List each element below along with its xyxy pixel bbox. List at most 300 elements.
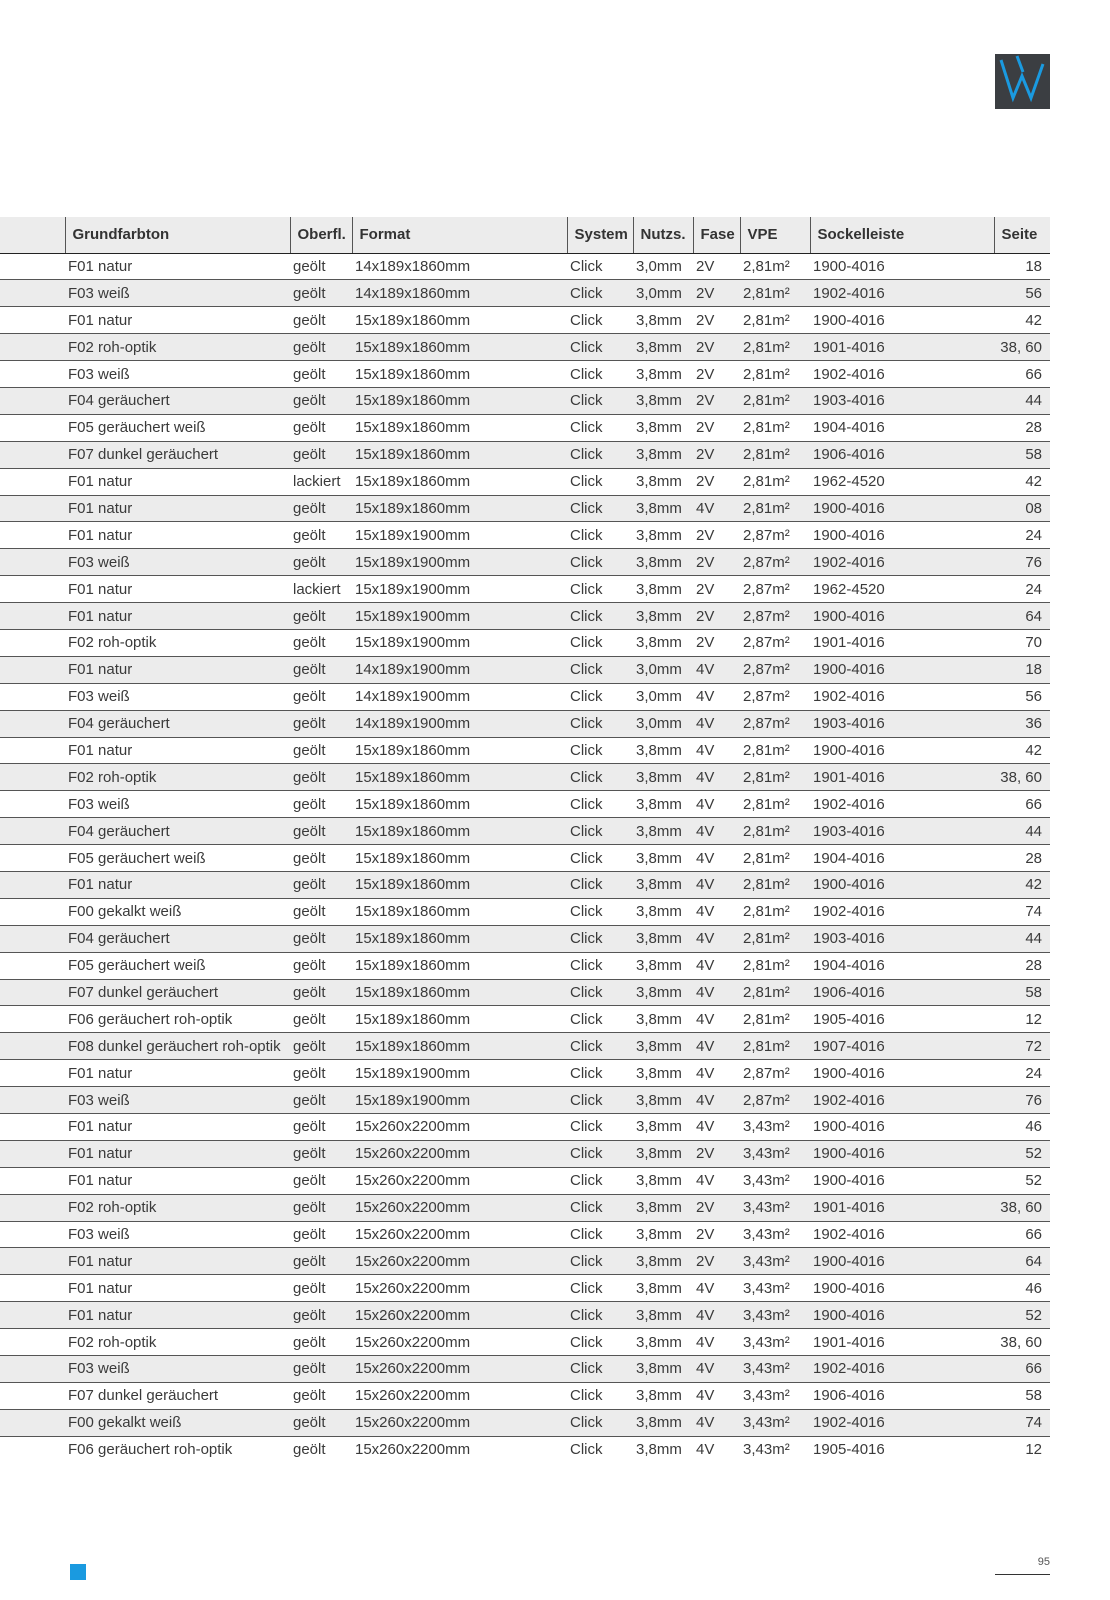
cell-grundfarbton: F01 natur [65, 603, 290, 630]
cell-nutzs: 3,8mm [633, 549, 693, 576]
cell-oberfl: geölt [290, 1060, 352, 1087]
row-spacer [0, 1382, 65, 1409]
cell-vpe: 2,87m² [740, 576, 810, 603]
cell-vpe: 2,81m² [740, 361, 810, 388]
cell-sockelleiste: 1900-4016 [810, 1275, 994, 1302]
cell-grundfarbton: F04 geräuchert [65, 710, 290, 737]
cell-seite: 36 [994, 710, 1050, 737]
cell-sockelleiste: 1900-4016 [810, 656, 994, 683]
cell-grundfarbton: F01 natur [65, 1275, 290, 1302]
cell-seite: 12 [1025, 1441, 1042, 1459]
row-spacer [0, 871, 65, 898]
cell-fase: 4V [693, 764, 740, 791]
cell-format: 15x260x2200mm [352, 1221, 567, 1248]
cell-fase: 4V [693, 737, 740, 764]
cell-oberfl: geölt [290, 629, 352, 656]
cell-grundfarbton: F07 dunkel geräuchert [65, 441, 290, 468]
cell-fase: 2V [693, 1140, 740, 1167]
table-header-row [0, 217, 1050, 253]
cell-sockelleiste: 1902-4016 [810, 1356, 994, 1383]
table-row [0, 468, 1050, 495]
cell-system: Click [567, 737, 633, 764]
cell-oberfl: lackiert [290, 468, 352, 495]
cell-seite: 42 [994, 871, 1050, 898]
cell-nutzs: 3,8mm [633, 1329, 693, 1356]
cell-nutzs: 3,8mm [633, 468, 693, 495]
cell-format: 15x189x1900mm [352, 549, 567, 576]
cell-oberfl: geölt [290, 1167, 352, 1194]
cell-format: 15x189x1900mm [352, 603, 567, 630]
row-spacer [0, 764, 65, 791]
row-spacer [0, 576, 65, 603]
cell-fase: 4V [693, 1006, 740, 1033]
cell-sockelleiste: 1902-4016 [810, 1409, 994, 1436]
cell-nutzs: 3,8mm [633, 603, 693, 630]
row-spacer [0, 307, 65, 334]
cell-seite: 46 [994, 1114, 1050, 1141]
table-row [0, 791, 1050, 818]
cell-system: Click [567, 629, 633, 656]
cell-format: 15x189x1860mm [352, 952, 567, 979]
cell-oberfl: geölt [290, 1140, 352, 1167]
cell-system: Click [567, 603, 633, 630]
row-spacer [0, 1114, 65, 1141]
cell-vpe: 3,43m² [740, 1275, 810, 1302]
table-row [0, 334, 1050, 361]
cell-format: 15x260x2200mm [352, 1275, 567, 1302]
cell-nutzs: 3,8mm [633, 629, 693, 656]
cell-system: Click [567, 253, 633, 280]
cell-seite: 72 [994, 1033, 1050, 1060]
cell-oberfl: geölt [290, 387, 352, 414]
cell-seite: 12 [994, 1006, 1050, 1033]
cell-nutzs: 3,8mm [633, 307, 693, 334]
cell-sockelleiste: 1906-4016 [810, 1382, 994, 1409]
cell-fase: 4V [693, 1114, 740, 1141]
table-row [0, 629, 1050, 656]
row-spacer [0, 1087, 65, 1114]
cell-vpe: 2,87m² [740, 603, 810, 630]
cell-system: Click [567, 1033, 633, 1060]
cell-format: 15x189x1860mm [352, 334, 567, 361]
cell-oberfl: geölt [290, 710, 352, 737]
cell-format: 15x189x1860mm [352, 898, 567, 925]
cell-nutzs: 3,8mm [633, 1167, 693, 1194]
cell-system: Click [567, 1329, 633, 1356]
table-row [0, 764, 1050, 791]
cell-vpe: 2,87m² [740, 710, 810, 737]
cell-format: 14x189x1900mm [352, 656, 567, 683]
row-spacer [0, 818, 65, 845]
cell-oberfl: geölt [290, 1006, 352, 1033]
cell-sockelleiste: 1900-4016 [810, 871, 994, 898]
cell-seite: 44 [994, 387, 1050, 414]
cell-format: 15x189x1860mm [352, 791, 567, 818]
cell-system: Click [567, 1356, 633, 1383]
header-nutzs: Nutzs. [633, 217, 693, 253]
cell-vpe: 2,81m² [740, 952, 810, 979]
cell-nutzs: 3,0mm [633, 683, 693, 710]
cell-oberfl: geölt [290, 549, 352, 576]
cell-seite: 52 [994, 1302, 1050, 1329]
cell-system: Click [567, 576, 633, 603]
cell-fase: 2V [693, 468, 740, 495]
cell-system: Click [567, 1140, 633, 1167]
cell-grundfarbton: F03 weiß [65, 791, 290, 818]
cell-system: Click [567, 1006, 633, 1033]
cell-grundfarbton: F02 roh-optik [65, 1194, 290, 1221]
cell-sockelleiste: 1903-4016 [810, 925, 994, 952]
cell-oberfl: geölt [290, 334, 352, 361]
cell-format: 15x189x1900mm [352, 1060, 567, 1087]
cell-nutzs: 3,8mm [633, 576, 693, 603]
cell-vpe: 2,81m² [740, 253, 810, 280]
cell-sockelleiste: 1901-4016 [810, 1329, 994, 1356]
table-row [0, 952, 1050, 979]
cell-sockelleiste: 1900-4016 [810, 1302, 994, 1329]
table-row [0, 1329, 1050, 1356]
cell-vpe: 3,43m² [740, 1248, 810, 1275]
row-spacer [0, 1409, 65, 1436]
cell-grundfarbton: F03 weiß [65, 1087, 290, 1114]
cell-format: 15x189x1860mm [352, 307, 567, 334]
cell-sockelleiste: 1904-4016 [810, 952, 994, 979]
cell-seite: 56 [994, 683, 1050, 710]
cell-vpe: 3,43m² [740, 1302, 810, 1329]
table-row [0, 1194, 1050, 1221]
cell-nutzs: 3,8mm [633, 1302, 693, 1329]
cell-oberfl: geölt [290, 280, 352, 307]
cell-vpe: 2,87m² [740, 656, 810, 683]
cell-sockelleiste: 1905-4016 [813, 1441, 885, 1459]
cell-vpe: 2,87m² [740, 522, 810, 549]
cell-vpe: 3,43m² [740, 1356, 810, 1383]
cell-system: Click [567, 441, 633, 468]
cell-nutzs: 3,8mm [633, 1114, 693, 1141]
cell-sockelleiste: 1902-4016 [810, 791, 994, 818]
cell-vpe: 2,81m² [740, 280, 810, 307]
cell-system: Click [567, 1302, 633, 1329]
cell-oberfl: geölt [290, 1087, 352, 1114]
cell-fase: 4V [693, 656, 740, 683]
cell-grundfarbton: F01 natur [65, 253, 290, 280]
table-row [0, 1409, 1050, 1436]
cell-seite: 08 [994, 495, 1050, 522]
cell-vpe: 2,81m² [740, 791, 810, 818]
cell-sockelleiste: 1902-4016 [810, 549, 994, 576]
table-row [0, 441, 1050, 468]
cell-grundfarbton: F04 geräuchert [65, 925, 290, 952]
cell-system: Click [567, 1248, 633, 1275]
table-row [0, 818, 1050, 845]
cell-oberfl: geölt [290, 925, 352, 952]
page-number: 95 [1037, 1556, 1050, 1568]
row-spacer [0, 1275, 65, 1302]
cell-fase: 2V [693, 414, 740, 441]
cell-format: 15x189x1860mm [352, 495, 567, 522]
row-spacer [0, 1248, 65, 1275]
cell-nutzs: 3,8mm [633, 845, 693, 872]
cell-sockelleiste: 1901-4016 [810, 629, 994, 656]
row-spacer [0, 1194, 65, 1221]
cell-nutzs: 3,8mm [633, 387, 693, 414]
cell-system: Click [567, 334, 633, 361]
cell-sockelleiste: 1900-4016 [810, 1114, 994, 1141]
cell-grundfarbton: F01 natur [65, 737, 290, 764]
row-spacer [0, 334, 65, 361]
cell-sockelleiste: 1902-4016 [810, 898, 994, 925]
row-spacer [0, 549, 65, 576]
cell-nutzs: 3,8mm [633, 495, 693, 522]
cell-oberfl: geölt [290, 495, 352, 522]
header-spacer [0, 217, 65, 253]
table-row [0, 1060, 1050, 1087]
cell-format: 15x189x1860mm [352, 441, 567, 468]
cell-nutzs: 3,8mm [633, 1221, 693, 1248]
cell-system: Click [567, 307, 633, 334]
cell-vpe: 2,87m² [740, 683, 810, 710]
row-spacer [0, 1060, 65, 1087]
cell-format: 15x189x1860mm [352, 979, 567, 1006]
row-spacer [0, 522, 65, 549]
cell-vpe: 2,87m² [740, 1087, 810, 1114]
cell-vpe: 2,87m² [740, 629, 810, 656]
cell-format: 15x260x2200mm [352, 1356, 567, 1383]
cell-seite: 42 [994, 307, 1050, 334]
cell-fase: 4V [693, 1167, 740, 1194]
cell-nutzs: 3,0mm [633, 710, 693, 737]
cell-grundfarbton: F03 weiß [65, 683, 290, 710]
cell-oberfl: geölt [290, 1033, 352, 1060]
cell-sockelleiste: 1900-4016 [810, 1060, 994, 1087]
cell-nutzs: 3,8mm [633, 1248, 693, 1275]
table-row [0, 603, 1050, 630]
cell-system: Click [567, 1167, 633, 1194]
cell-system: Click [567, 1275, 633, 1302]
table-row [0, 495, 1050, 522]
cell-system: Click [567, 952, 633, 979]
cell-sockelleiste: 1900-4016 [810, 1248, 994, 1275]
cell-format: 15x189x1900mm [352, 1087, 567, 1114]
cell-sockelleiste: 1903-4016 [810, 710, 994, 737]
cell-oberfl: geölt [290, 522, 352, 549]
cell-vpe: 3,43m² [740, 1194, 810, 1221]
table-row [0, 1167, 1050, 1194]
cell-fase: 4V [693, 1302, 740, 1329]
cell-nutzs: 3,0mm [633, 280, 693, 307]
row-spacer [0, 1033, 65, 1060]
cell-oberfl: geölt [290, 603, 352, 630]
table-row [0, 1221, 1050, 1248]
row-spacer [0, 737, 65, 764]
cell-nutzs: 3,8mm [633, 441, 693, 468]
table-row [0, 1436, 1050, 1463]
table-row [0, 710, 1050, 737]
cell-grundfarbton: F02 roh-optik [65, 334, 290, 361]
table-row [0, 1248, 1050, 1275]
table-row [0, 1140, 1050, 1167]
cell-vpe: 2,81m² [740, 334, 810, 361]
cell-seite: 44 [994, 925, 1050, 952]
header-seite: Seite [994, 217, 1050, 253]
cell-oberfl: geölt [290, 683, 352, 710]
cell-oberfl: geölt [290, 952, 352, 979]
cell-seite: 76 [994, 549, 1050, 576]
cell-system: Click [567, 925, 633, 952]
cell-system: Click [567, 979, 633, 1006]
cell-nutzs: 3,8mm [633, 1194, 693, 1221]
table-row [0, 737, 1050, 764]
cell-fase: 4V [696, 1441, 715, 1459]
page-number-rule [995, 1574, 1050, 1575]
cell-oberfl: geölt [290, 764, 352, 791]
cell-oberfl: geölt [290, 871, 352, 898]
cell-fase: 4V [693, 925, 740, 952]
cell-format: 15x260x2200mm [352, 1248, 567, 1275]
cell-vpe: 2,81m² [740, 871, 810, 898]
cell-system: Click [567, 1221, 633, 1248]
cell-seite: 64 [994, 603, 1050, 630]
cell-system: Click [567, 387, 633, 414]
cell-format: 15x260x2200mm [352, 1329, 567, 1356]
cell-system: Click [567, 1114, 633, 1141]
cell-format: 15x189x1860mm [352, 361, 567, 388]
cell-seite: 66 [994, 361, 1050, 388]
cell-grundfarbton: F02 roh-optik [65, 764, 290, 791]
cell-oberfl: geölt [290, 361, 352, 388]
cell-format: 14x189x1900mm [352, 683, 567, 710]
row-spacer [0, 1006, 65, 1033]
header-grundfarbton: Grundfarbton [65, 217, 290, 253]
cell-seite: 24 [994, 1060, 1050, 1087]
cell-oberfl: geölt [290, 656, 352, 683]
cell-format: 15x189x1860mm [352, 468, 567, 495]
cell-system: Click [567, 791, 633, 818]
cell-seite: 56 [994, 280, 1050, 307]
cell-fase: 2V [693, 441, 740, 468]
cell-nutzs: 3,8mm [633, 764, 693, 791]
row-spacer [0, 1329, 65, 1356]
cell-seite: 28 [994, 414, 1050, 441]
cell-sockelleiste: 1903-4016 [810, 387, 994, 414]
cell-nutzs: 3,0mm [633, 656, 693, 683]
row-spacer [0, 710, 65, 737]
cell-oberfl: geölt [290, 253, 352, 280]
cell-system: Click [567, 1087, 633, 1114]
cell-nutzs: 3,8mm [633, 1409, 693, 1436]
cell-fase: 2V [693, 522, 740, 549]
cell-fase: 4V [693, 1275, 740, 1302]
cell-vpe: 3,43m² [740, 1329, 810, 1356]
cell-format: 15x189x1860mm [352, 1006, 567, 1033]
table-row [0, 549, 1050, 576]
cell-nutzs: 3,8mm [633, 414, 693, 441]
cell-format: 15x260x2200mm [352, 1382, 567, 1409]
cell-grundfarbton: F01 natur [65, 576, 290, 603]
cell-vpe: 2,81m² [740, 1006, 810, 1033]
cell-system: Click [567, 280, 633, 307]
row-spacer [0, 495, 65, 522]
cell-fase: 2V [693, 361, 740, 388]
table-row [0, 1356, 1050, 1383]
row-spacer [0, 361, 65, 388]
cell-vpe: 2,81m² [740, 764, 810, 791]
row-spacer [0, 1221, 65, 1248]
cell-grundfarbton: F01 natur [65, 495, 290, 522]
cell-vpe: 2,81m² [740, 468, 810, 495]
row-spacer [0, 253, 65, 280]
cell-system: Click [570, 1441, 603, 1459]
cell-grundfarbton: F01 natur [65, 1167, 290, 1194]
cell-seite: 44 [994, 818, 1050, 845]
cell-vpe: 2,87m² [740, 1060, 810, 1087]
cell-nutzs: 3,8mm [633, 334, 693, 361]
cell-vpe: 2,81m² [740, 307, 810, 334]
cell-nutzs: 3,8mm [633, 1275, 693, 1302]
cell-fase: 2V [693, 576, 740, 603]
row-spacer [0, 1167, 65, 1194]
cell-grundfarbton: F05 geräuchert weiß [65, 845, 290, 872]
header-sockelleiste: Sockelleiste [810, 217, 994, 253]
cell-format: 15x260x2200mm [352, 1114, 567, 1141]
cell-vpe: 2,81m² [740, 495, 810, 522]
footer-accent-square [70, 1564, 86, 1580]
cell-seite: 18 [994, 656, 1050, 683]
cell-fase: 2V [693, 307, 740, 334]
row-spacer [0, 656, 65, 683]
cell-format: 15x260x2200mm [352, 1140, 567, 1167]
table-row [0, 522, 1050, 549]
cell-seite: 76 [994, 1087, 1050, 1114]
table-row [0, 871, 1050, 898]
table-row [0, 1382, 1050, 1409]
cell-fase: 4V [693, 683, 740, 710]
row-spacer [0, 387, 65, 414]
cell-format: 14x189x1860mm [352, 280, 567, 307]
cell-system: Click [567, 1382, 633, 1409]
cell-sockelleiste: 1900-4016 [810, 1140, 994, 1167]
cell-nutzs: 3,8mm [633, 791, 693, 818]
cell-fase: 4V [693, 495, 740, 522]
cell-nutzs: 3,8mm [633, 1140, 693, 1167]
cell-grundfarbton: F03 weiß [65, 280, 290, 307]
cell-oberfl: geölt [290, 1221, 352, 1248]
cell-seite: 74 [994, 898, 1050, 925]
cell-seite: 42 [994, 468, 1050, 495]
cell-grundfarbton: F01 natur [65, 656, 290, 683]
row-spacer [0, 952, 65, 979]
cell-format: 15x260x2200mm [352, 1167, 567, 1194]
cell-system: Click [567, 414, 633, 441]
product-table [0, 217, 1050, 1463]
cell-fase: 2V [693, 334, 740, 361]
cell-sockelleiste: 1900-4016 [810, 737, 994, 764]
row-spacer [0, 441, 65, 468]
table-row [0, 387, 1050, 414]
cell-sockelleiste: 1904-4016 [810, 414, 994, 441]
header-oberfl: Oberfl. [290, 217, 352, 253]
cell-oberfl: geölt [290, 1302, 352, 1329]
cell-fase: 4V [693, 791, 740, 818]
table-row [0, 576, 1050, 603]
cell-sockelleiste: 1907-4016 [810, 1033, 994, 1060]
cell-seite: 18 [994, 253, 1050, 280]
cell-nutzs: 3,8mm [633, 1382, 693, 1409]
cell-oberfl: geölt [290, 414, 352, 441]
cell-sockelleiste: 1900-4016 [810, 522, 994, 549]
table-row [0, 683, 1050, 710]
cell-fase: 2V [693, 387, 740, 414]
